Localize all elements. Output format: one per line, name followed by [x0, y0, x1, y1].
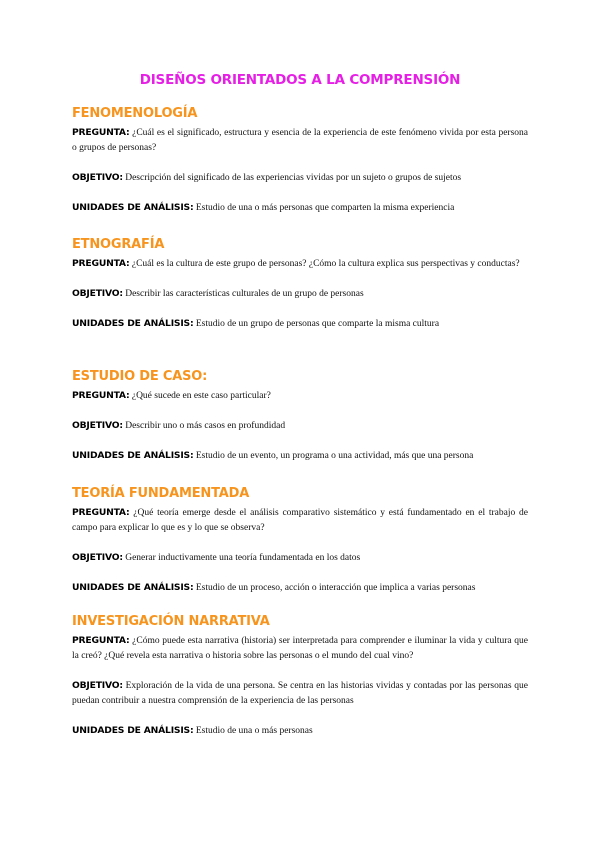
objetivo-label: OBJETIVO: — [72, 172, 123, 183]
section-fenomenologia — [72, 106, 528, 216]
pregunta-label: PREGUNTA: — [72, 635, 130, 646]
objetivo-label: OBJETIVO: — [72, 552, 123, 563]
section-heading: ESTUDIO DE CASO: — [72, 369, 208, 384]
objetivo-item — [72, 286, 528, 302]
unidades-text: Estudio de un grupo de personas que comparte la misma cultura — [195, 319, 440, 329]
section-heading: ETNOGRAFÍA — [72, 237, 165, 252]
unidades-item — [72, 200, 528, 216]
pregunta-text: ¿Qué sucede en este caso particular? — [131, 391, 271, 401]
section-teoria-fundamentada — [72, 486, 528, 596]
unidades-text: Estudio de una o más personas que comparten la misma experiencia — [195, 203, 455, 213]
section-etnografia — [72, 237, 528, 332]
unidades-label: UNIDADES DE ANÁLISIS: — [72, 582, 194, 593]
pregunta-item — [72, 633, 528, 664]
section-estudio-de-caso — [72, 369, 528, 464]
document-title: DISEÑOS ORIENTADOS A LA COMPRENSIÓN — [139, 72, 461, 88]
pregunta-item — [72, 388, 528, 404]
pregunta-text: ¿Cuál es el significado, estructura y esencia de la experiencia de este fenómeno vivida por esta persona o grupos de personas? — [72, 128, 528, 153]
pregunta-text: ¿Qué teoría emerge desde el análisis comparativo sistemático y está fundamentado en el trabajo de campo para explicar lo que es y lo que se observa? — [72, 508, 529, 533]
objetivo-item — [72, 550, 528, 566]
objetivo-text: Describir las características culturales de un grupo de personas — [125, 289, 364, 299]
pregunta-label: PREGUNTA: — [72, 258, 130, 269]
unidades-label: UNIDADES DE ANÁLISIS: — [72, 202, 194, 213]
objetivo-item — [72, 170, 528, 186]
unidades-label: UNIDADES DE ANÁLISIS: — [72, 450, 194, 461]
pregunta-item — [72, 505, 528, 536]
pregunta-label: PREGUNTA: — [72, 127, 130, 138]
unidades-item — [72, 448, 528, 464]
section-heading: TEORÍA FUNDAMENTADA — [72, 486, 250, 501]
unidades-label: UNIDADES DE ANÁLISIS: — [72, 318, 194, 329]
section-investigacion-narrativa — [72, 614, 528, 739]
section-heading: INVESTIGACIÓN NARRATIVA — [72, 614, 270, 629]
unidades-text: Estudio de un evento, un programa o una actividad, más que una persona — [195, 451, 474, 461]
pregunta-item — [72, 256, 528, 272]
unidades-text: Estudio de un proceso, acción o interacción que implica a varias personas — [195, 583, 476, 593]
unidades-item — [72, 723, 528, 739]
objetivo-label: OBJETIVO: — [72, 680, 123, 691]
objetivo-text: Exploración de la vida de una persona. Se centra en las historias vividas y contadas por las personas que puedan contribuir a nuestra comprensión de la experiencia de las personas — [72, 681, 528, 706]
unidades-label: UNIDADES DE ANÁLISIS: — [72, 725, 194, 736]
pregunta-label: PREGUNTA: — [72, 507, 130, 518]
unidades-text: Estudio de una o más personas — [195, 726, 313, 736]
pregunta-text: ¿Cuál es la cultura de este grupo de personas? ¿Cómo la cultura explica sus perspectivas y conductas? — [131, 259, 520, 269]
objetivo-text: Describir uno o más casos en profundidad — [125, 421, 286, 431]
objetivo-label: OBJETIVO: — [72, 288, 123, 299]
objetivo-item — [72, 418, 528, 434]
unidades-item — [72, 316, 528, 332]
objetivo-item — [72, 678, 528, 709]
objetivo-text: Generar inductivamente una teoría fundamentada en los datos — [125, 553, 361, 563]
section-heading: FENOMENOLOGÍA — [72, 106, 198, 121]
unidades-item — [72, 580, 528, 596]
pregunta-item — [72, 125, 528, 156]
objetivo-text: Descripción del significado de las experiencias vividas por un sujeto o grupos de sujetos — [125, 173, 462, 183]
pregunta-label: PREGUNTA: — [72, 390, 130, 401]
objetivo-label: OBJETIVO: — [72, 420, 123, 431]
pregunta-text: ¿Cómo puede esta narrativa (historia) ser interpretada para comprender e iluminar la vida y cultura que la creó? ¿Qué revela esta narrativa o historia sobre las personas o el mundo del cual vino? — [72, 636, 528, 661]
